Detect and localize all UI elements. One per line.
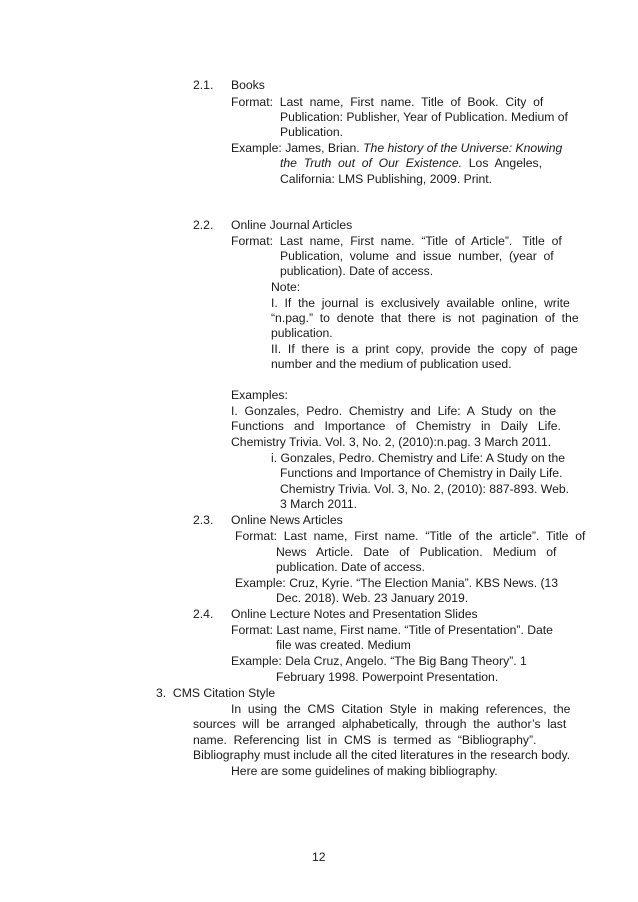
example-line: February 1998. Powerpoint Presentation. bbox=[276, 670, 499, 684]
paragraph-line: Bibliography must include all the cited literatures in the research body. bbox=[193, 748, 571, 762]
format-line: file was created. Medium bbox=[276, 638, 411, 652]
example-line: Chemistry Trivia. Vol. 3, No. 2, (2010): 887-893. Web. bbox=[280, 482, 570, 496]
format-line: Publication. bbox=[280, 125, 344, 139]
format-line: News Article. Date of Publication. Medium of bbox=[276, 545, 557, 559]
format-line: Format: Last name, First name. Title of Book. City of bbox=[231, 95, 544, 109]
format-line: Format: Last name, First name. “Title of the article”. Title of bbox=[235, 529, 586, 543]
example-line: i. Gonzales, Pedro. Chemistry and Life: A Study on the bbox=[271, 451, 566, 465]
paragraph-line: name. Referencing list in CMS is termed as “Bibliography”. bbox=[193, 733, 537, 747]
section-number: 2.1. bbox=[193, 78, 214, 92]
examples-label: Examples: bbox=[231, 388, 288, 402]
paragraph-line: Here are some guidelines of making bibliography. bbox=[231, 764, 498, 778]
format-line: Format: Last name, First name. “Title of Article”. Title of bbox=[231, 234, 562, 248]
note-line: number and the medium of publication used. bbox=[271, 357, 512, 371]
section-title: Online Lecture Notes and Presentation Slides bbox=[231, 607, 478, 621]
section-title: Online News Articles bbox=[231, 513, 343, 527]
format-line: Format: Last name, First name. “Title of Presentation”. Date bbox=[231, 623, 553, 637]
section-title: Online Journal Articles bbox=[231, 218, 353, 232]
example-line: the Truth out of Our Existence. Los Angeles, bbox=[280, 156, 542, 170]
example-line: Chemistry Trivia. Vol. 3, No. 2, (2010):n.pag. 3 March 2011. bbox=[231, 435, 552, 449]
example-line: California: LMS Publishing, 2009. Print. bbox=[280, 172, 493, 186]
example-line: 3 March 2011. bbox=[280, 497, 358, 511]
note-line: II. If there is a print copy, provide the copy of page bbox=[271, 342, 578, 356]
example-line: Example: Dela Cruz, Angelo. “The Big Bang Theory”. 1 bbox=[231, 654, 527, 668]
format-line: publication). Date of access. bbox=[280, 264, 434, 278]
format-line: Publication: Publisher, Year of Publication. Medium of bbox=[280, 110, 568, 124]
section-title: Books bbox=[231, 78, 265, 92]
paragraph-line: sources will be arranged alphabetically, through the author’s last bbox=[193, 717, 567, 731]
paragraph-line: In using the CMS Citation Style in making references, the bbox=[231, 702, 571, 716]
section-number: 2.2. bbox=[193, 218, 214, 232]
section-heading: 3. CMS Citation Style bbox=[156, 686, 276, 700]
format-line: publication. Date of access. bbox=[276, 560, 426, 574]
example-line: Example: James, Brian. The history of the Universe: Knowing bbox=[231, 141, 563, 155]
note-line: publication. bbox=[271, 326, 333, 340]
example-line: Example: Cruz, Kyrie. “The Election Mania”. KBS News. (13 bbox=[235, 576, 559, 590]
note-line: I. If the journal is exclusively available online, write bbox=[271, 296, 570, 310]
note-line: “n.pag.” to denote that there is not pagination of the bbox=[271, 311, 579, 325]
page-number: 12 bbox=[312, 850, 326, 864]
section-number: 2.4. bbox=[193, 607, 214, 621]
example-line: I. Gonzales, Pedro. Chemistry and Life: A Study on the bbox=[231, 404, 557, 418]
note-label: Note: bbox=[271, 280, 301, 294]
example-line: Functions and Importance of Chemistry in Daily Life. bbox=[280, 466, 563, 480]
section-number: 2.3. bbox=[193, 513, 214, 527]
format-line: Publication, volume and issue number, (year of bbox=[280, 249, 554, 263]
example-line: Functions and Importance of Chemistry in Daily Life. bbox=[231, 419, 561, 433]
example-line: Dec. 2018). Web. 23 January 2019. bbox=[276, 591, 469, 605]
